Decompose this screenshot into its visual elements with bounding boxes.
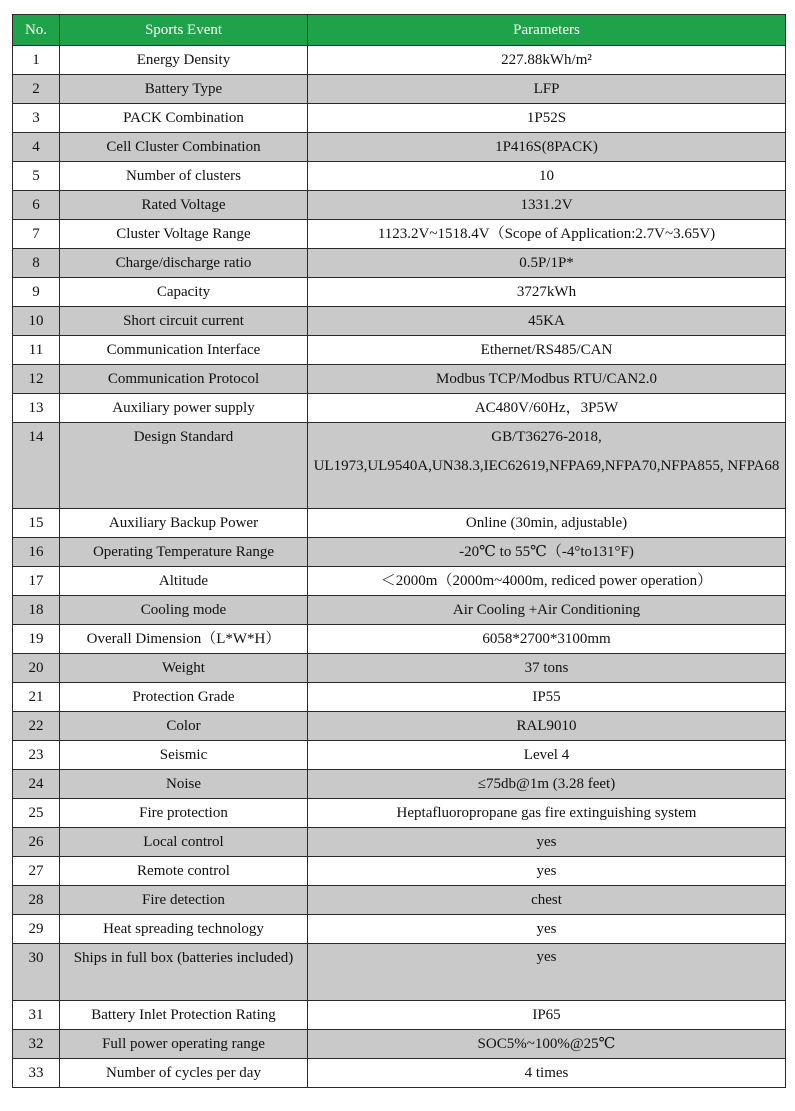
cell-no: 7: [13, 220, 60, 249]
cell-no: 10: [13, 307, 60, 336]
cell-parameter: IP55: [308, 683, 786, 712]
cell-sports-event: Seismic: [60, 741, 308, 770]
cell-sports-event: Full power operating range: [60, 1030, 308, 1059]
table-row: [13, 1059, 786, 1088]
cell-sports-event: Remote control: [60, 857, 308, 886]
cell-sports-event: Ships in full box (batteries included): [60, 944, 308, 1001]
cell-sports-event: Cluster Voltage Range: [60, 220, 308, 249]
cell-parameter: yes: [308, 944, 786, 1001]
header-parameters: Parameters: [308, 15, 786, 46]
cell-no: 30: [13, 944, 60, 1001]
cell-sports-event: Number of cycles per day: [60, 1059, 308, 1088]
table-row: [13, 654, 786, 683]
cell-no: 15: [13, 509, 60, 538]
cell-parameter: 1P52S: [308, 104, 786, 133]
cell-parameter: yes: [308, 915, 786, 944]
cell-parameter: SOC5%~100%@25℃: [308, 1030, 786, 1059]
cell-no: 17: [13, 567, 60, 596]
cell-parameter: Heptafluoropropane gas fire extinguishing system: [308, 799, 786, 828]
cell-sports-event: Protection Grade: [60, 683, 308, 712]
cell-no: 33: [13, 1059, 60, 1088]
cell-sports-event: Communication Interface: [60, 336, 308, 365]
cell-parameter: 0.5P/1P*: [308, 249, 786, 278]
table-row: [13, 307, 786, 336]
cell-parameter: ≤75db@1m (3.28 feet): [308, 770, 786, 799]
cell-no: 24: [13, 770, 60, 799]
cell-no: 1: [13, 46, 60, 75]
cell-sports-event: Operating Temperature Range: [60, 538, 308, 567]
cell-sports-event: Communication Protocol: [60, 365, 308, 394]
cell-sports-event: Fire detection: [60, 886, 308, 915]
header-no: No.: [13, 15, 60, 46]
cell-sports-event: Overall Dimension（L*W*H）: [60, 625, 308, 654]
table-row: [13, 944, 786, 1001]
table-row: [13, 799, 786, 828]
table-row: [13, 886, 786, 915]
cell-sports-event: Cell Cluster Combination: [60, 133, 308, 162]
cell-sports-event: Color: [60, 712, 308, 741]
cell-sports-event: Noise: [60, 770, 308, 799]
cell-sports-event: PACK Combination: [60, 104, 308, 133]
cell-parameter: Modbus TCP/Modbus RTU/CAN2.0: [308, 365, 786, 394]
cell-no: 26: [13, 828, 60, 857]
cell-no: 27: [13, 857, 60, 886]
table-row: [13, 249, 786, 278]
cell-no: 25: [13, 799, 60, 828]
cell-no: 16: [13, 538, 60, 567]
table-row: [13, 336, 786, 365]
cell-no: 22: [13, 712, 60, 741]
table-row: [13, 104, 786, 133]
cell-no: 31: [13, 1001, 60, 1030]
cell-no: 29: [13, 915, 60, 944]
table-row: [13, 567, 786, 596]
cell-parameter: 37 tons: [308, 654, 786, 683]
table-row: [13, 596, 786, 625]
cell-parameter: 4 times: [308, 1059, 786, 1088]
cell-sports-event: Charge/discharge ratio: [60, 249, 308, 278]
cell-parameter: Air Cooling +Air Conditioning: [308, 596, 786, 625]
cell-no: 18: [13, 596, 60, 625]
cell-parameter: chest: [308, 886, 786, 915]
table-row: [13, 828, 786, 857]
cell-parameter: Level 4: [308, 741, 786, 770]
cell-sports-event: Rated Voltage: [60, 191, 308, 220]
cell-no: 8: [13, 249, 60, 278]
cell-sports-event: Short circuit current: [60, 307, 308, 336]
cell-no: 13: [13, 394, 60, 423]
cell-parameter: LFP: [308, 75, 786, 104]
cell-parameter: RAL9010: [308, 712, 786, 741]
cell-no: 3: [13, 104, 60, 133]
spec-table: [12, 14, 786, 1088]
cell-parameter: -20℃ to 55℃（-4°to131°F): [308, 538, 786, 567]
table-row: [13, 712, 786, 741]
cell-sports-event: Capacity: [60, 278, 308, 307]
cell-sports-event: Weight: [60, 654, 308, 683]
cell-parameter: ＜2000m（2000m~4000m, rediced power operation）: [308, 567, 786, 596]
cell-parameter: IP65: [308, 1001, 786, 1030]
table-row: [13, 46, 786, 75]
cell-no: 19: [13, 625, 60, 654]
cell-parameter: AC480V/60Hz，3P5W: [308, 394, 786, 423]
cell-no: 23: [13, 741, 60, 770]
table-row: [13, 770, 786, 799]
cell-sports-event: Number of clusters: [60, 162, 308, 191]
cell-sports-event: Cooling mode: [60, 596, 308, 625]
header-sports-event: Sports Event: [60, 15, 308, 46]
cell-parameter: Online (30min, adjustable): [308, 509, 786, 538]
table-row: [13, 1030, 786, 1059]
cell-no: 20: [13, 654, 60, 683]
cell-sports-event: Auxiliary power supply: [60, 394, 308, 423]
table-row: [13, 538, 786, 567]
cell-parameter: Ethernet/RS485/CAN: [308, 336, 786, 365]
cell-sports-event: Energy Density: [60, 46, 308, 75]
table-row: [13, 915, 786, 944]
cell-sports-event: Altitude: [60, 567, 308, 596]
table-row: [13, 1001, 786, 1030]
table-row: [13, 75, 786, 104]
cell-no: 4: [13, 133, 60, 162]
table-row: [13, 365, 786, 394]
cell-sports-event: Auxiliary Backup Power: [60, 509, 308, 538]
table-row: [13, 683, 786, 712]
table-header-row: [13, 15, 786, 46]
cell-parameter: 1331.2V: [308, 191, 786, 220]
cell-parameter: 45KA: [308, 307, 786, 336]
cell-no: 9: [13, 278, 60, 307]
cell-sports-event: Battery Inlet Protection Rating: [60, 1001, 308, 1030]
cell-parameter: GB/T36276-2018, UL1973,UL9540A,UN38.3,IEC62619,NFPA69,NFPA70,NFPA855, NFPA68: [308, 423, 786, 509]
cell-no: 28: [13, 886, 60, 915]
cell-no: 12: [13, 365, 60, 394]
cell-parameter: 10: [308, 162, 786, 191]
table-row: [13, 191, 786, 220]
cell-parameter: 1P416S(8PACK): [308, 133, 786, 162]
cell-sports-event: Design Standard: [60, 423, 308, 509]
table-row: [13, 394, 786, 423]
cell-sports-event: Battery Type: [60, 75, 308, 104]
cell-no: 32: [13, 1030, 60, 1059]
table-row: [13, 133, 786, 162]
cell-sports-event: Fire protection: [60, 799, 308, 828]
cell-parameter: 227.88kWh/m²: [308, 46, 786, 75]
table-row: [13, 423, 786, 509]
cell-parameter: yes: [308, 857, 786, 886]
table-row: [13, 741, 786, 770]
table-row: [13, 625, 786, 654]
cell-parameter: 6058*2700*3100mm: [308, 625, 786, 654]
table-row: [13, 162, 786, 191]
cell-no: 6: [13, 191, 60, 220]
table-row: [13, 220, 786, 249]
cell-parameter: 1123.2V~1518.4V（Scope of Application:2.7V~3.65V): [308, 220, 786, 249]
cell-parameter: 3727kWh: [308, 278, 786, 307]
cell-no: 11: [13, 336, 60, 365]
cell-sports-event: Heat spreading technology: [60, 915, 308, 944]
cell-no: 2: [13, 75, 60, 104]
table-row: [13, 509, 786, 538]
cell-no: 5: [13, 162, 60, 191]
table-row: [13, 857, 786, 886]
cell-parameter: yes: [308, 828, 786, 857]
cell-sports-event: Local control: [60, 828, 308, 857]
cell-no: 14: [13, 423, 60, 509]
cell-no: 21: [13, 683, 60, 712]
table-row: [13, 278, 786, 307]
